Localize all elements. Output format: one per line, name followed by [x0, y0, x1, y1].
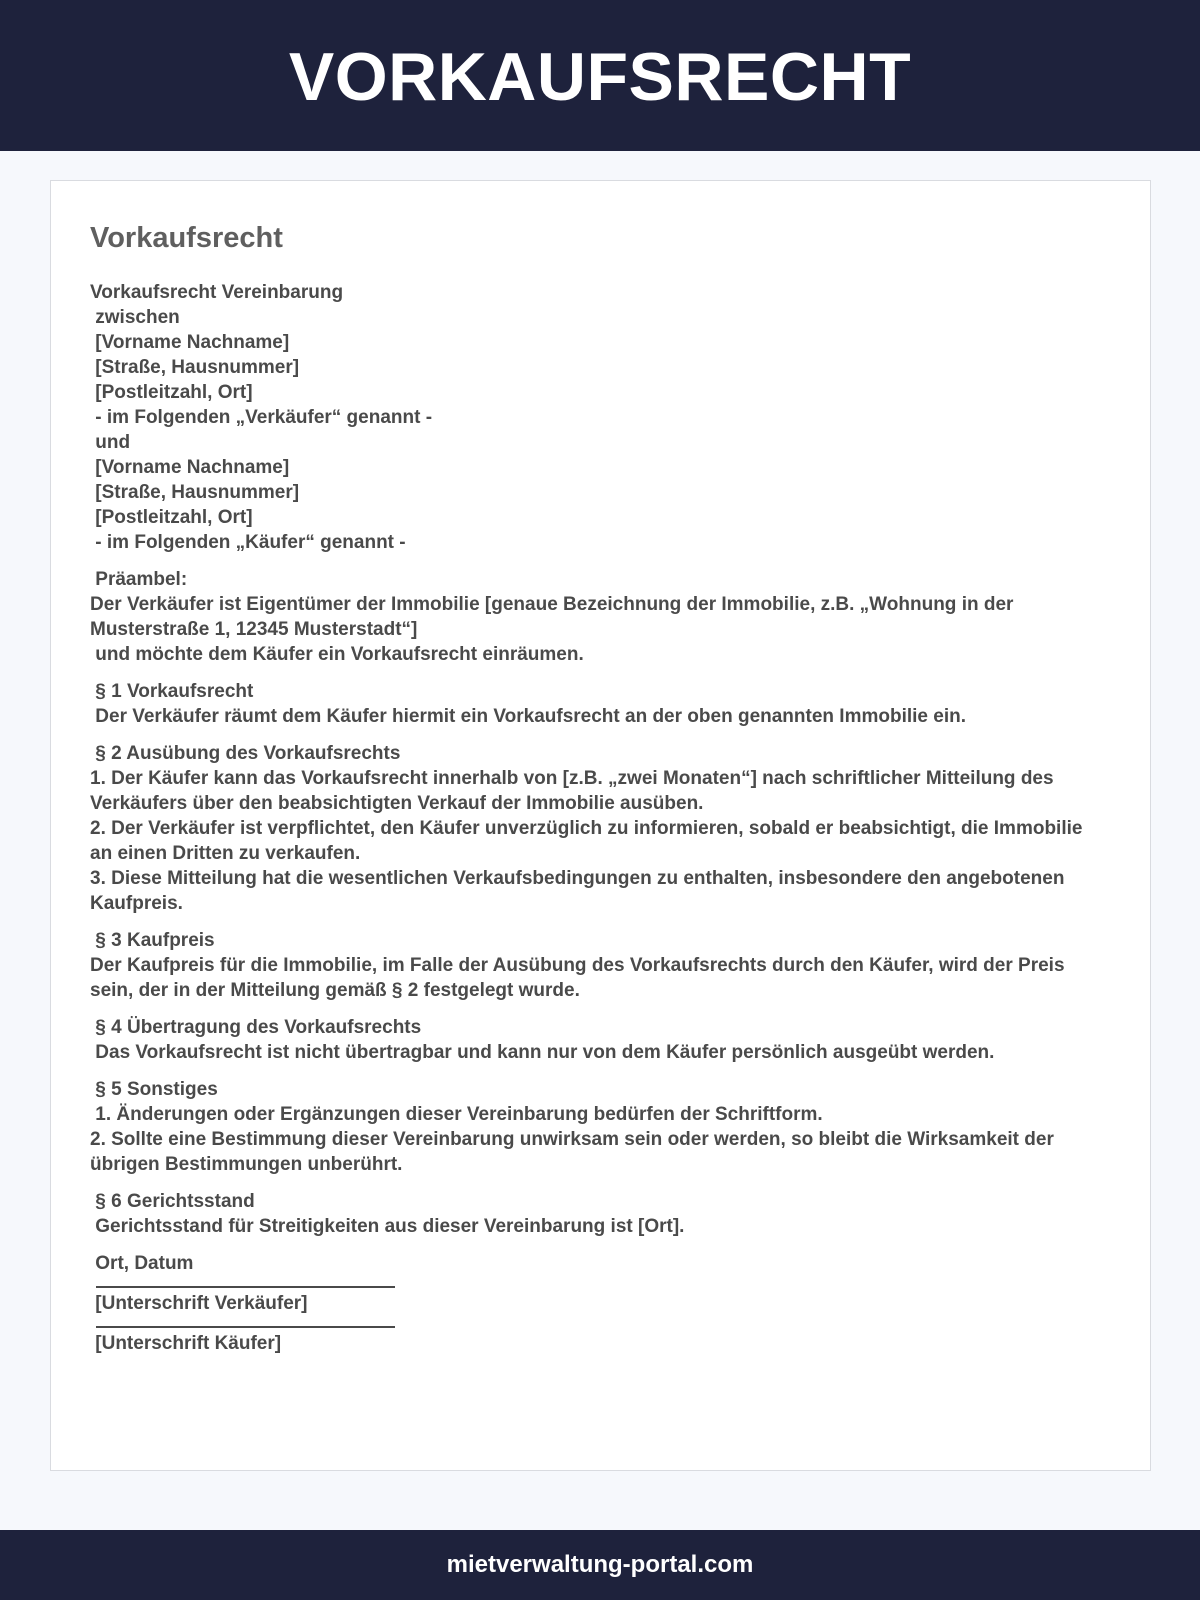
- section-heading: § 1 Vorkaufsrecht: [90, 681, 254, 702]
- parties-line: und: [90, 432, 131, 453]
- parties-line: zwischen: [90, 307, 180, 328]
- parties-line: [Postleitzahl, Ort]: [90, 382, 253, 403]
- signature-line-seller: [96, 1286, 395, 1288]
- parties-line: [Straße, Hausnummer]: [90, 482, 300, 503]
- section-2: [90, 741, 1090, 916]
- parties-line: - im Folgenden „Käufer“ genannt -: [90, 532, 406, 553]
- document-body: [90, 280, 1090, 1356]
- document-card: [50, 180, 1151, 1471]
- section-text: 2. Sollte eine Bestimmung dieser Vereinbarung unwirksam sein oder werden, so bleibt die Wirksamkeit der übrigen Bestimmungen unberührt.: [90, 1129, 1060, 1175]
- parties-line: [Vorname Nachname]: [90, 332, 290, 353]
- parties-block: [90, 280, 1090, 555]
- place-date: Ort, Datum: [90, 1253, 194, 1274]
- section-heading: § 3 Kaufpreis: [90, 930, 215, 951]
- section-heading: Präambel:: [90, 569, 188, 590]
- section-text: 3. Diese Mitteilung hat die wesentlichen Verkaufsbedingungen zu enthalten, insbesondere den angebotenen Kaufpreis.: [90, 868, 1070, 914]
- section-text: und möchte dem Käufer ein Vorkaufsrecht einräumen.: [90, 644, 584, 665]
- section-text: Gerichtsstand für Streitigkeiten aus dieser Vereinbarung ist [Ort].: [90, 1216, 685, 1237]
- section-text: Das Vorkaufsrecht ist nicht übertragbar und kann nur von dem Käufer persönlich ausgeübt werden.: [90, 1042, 995, 1063]
- section-text: Der Verkäufer räumt dem Käufer hiermit ein Vorkaufsrecht an der oben genannten Immobilie ein.: [90, 706, 966, 727]
- section-1: [90, 679, 1090, 729]
- section-3: [90, 928, 1090, 1003]
- section-6: [90, 1189, 1090, 1239]
- page-footer: [0, 1530, 1200, 1600]
- section-heading: § 4 Übertragung des Vorkaufsrechts: [90, 1017, 422, 1038]
- section-4: [90, 1015, 1090, 1065]
- footer-site-link[interactable]: mietverwaltung-portal.com: [446, 1551, 754, 1578]
- signature-block: [90, 1251, 1090, 1356]
- page-header: [0, 0, 1200, 151]
- parties-line: [Postleitzahl, Ort]: [90, 507, 253, 528]
- section-text: 1. Der Käufer kann das Vorkaufsrecht innerhalb von [z.B. „zwei Monaten“] nach schriftlicher Mitteilung des Verkäufers über den beabsichtigten Verkauf der Immobilie ausüben.: [90, 768, 1059, 814]
- section-heading: § 2 Ausübung des Vorkaufsrechts: [90, 743, 401, 764]
- section-text: Der Kaufpreis für die Immobilie, im Falle der Ausübung des Vorkaufsrechts durch den Käufer, wird der Preis sein, der in der Mitteilung gemäß § 2 festgelegt wurde.: [90, 955, 1070, 1001]
- section-5: [90, 1077, 1090, 1177]
- signature-buyer: [Unterschrift Käufer]: [90, 1333, 282, 1354]
- parties-line: - im Folgenden „Verkäufer“ genannt -: [90, 407, 433, 428]
- preamble-section: [90, 567, 1090, 667]
- parties-line: [Vorname Nachname]: [90, 457, 290, 478]
- parties-line: Vorkaufsrecht Vereinbarung: [90, 282, 344, 303]
- page-banner-title: VORKAUFSRECHT: [288, 38, 912, 115]
- section-text: 2. Der Verkäufer ist verpflichtet, den Käufer unverzüglich zu informieren, sobald er beabsichtigt, die Immobilie an einen Dritten zu verkaufen.: [90, 818, 1088, 864]
- document-title: Vorkaufsrecht: [90, 222, 283, 254]
- section-heading: § 5 Sonstiges: [90, 1079, 218, 1100]
- signature-line-buyer: [96, 1326, 395, 1328]
- section-heading: § 6 Gerichtsstand: [90, 1191, 255, 1212]
- signature-seller: [Unterschrift Verkäufer]: [90, 1293, 308, 1314]
- parties-line: [Straße, Hausnummer]: [90, 357, 300, 378]
- section-text: 1. Änderungen oder Ergänzungen dieser Vereinbarung bedürfen der Schriftform.: [90, 1104, 823, 1125]
- section-text: Der Verkäufer ist Eigentümer der Immobilie [genaue Bezeichnung der Immobilie, z.B. „Wohnung in der Musterstraße 1, 12345 Musterstadt“]: [90, 594, 1019, 640]
